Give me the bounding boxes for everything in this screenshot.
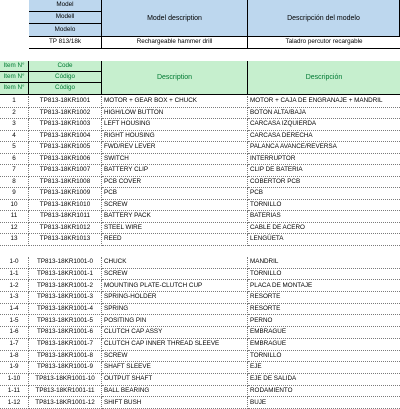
item-descripcion: EJE DE SALIDA	[248, 374, 400, 386]
item-code: TP813-18KR1001-1	[29, 269, 102, 281]
model-label-en: Model	[29, 0, 102, 12]
model-label-es: Modelo	[29, 24, 102, 37]
descripcion-header: Descripción	[248, 61, 400, 95]
item-number: 1-7	[0, 339, 29, 351]
item-number: 3	[0, 119, 29, 131]
item-description: SCREW	[102, 351, 248, 363]
item-description: OUTPUT SHAFT	[102, 374, 248, 386]
item-description: SHAFT SLEEVE	[102, 362, 248, 374]
item-descripcion: COBERTOR PCB	[248, 177, 400, 189]
item-descripcion: LENGÜETA	[248, 234, 400, 246]
item-number: 2	[0, 108, 29, 120]
item-description: SPRING-HOLDER	[102, 292, 248, 304]
item-code: TP813-18KR1011	[29, 211, 102, 223]
item-no-label-2: Item N°	[0, 72, 29, 83]
item-code: TP813-18KR1003	[29, 119, 102, 131]
item-number: 13	[0, 234, 29, 246]
item-code: TP813-18KR1001-7	[29, 339, 102, 351]
item-description: PCB	[102, 188, 248, 200]
item-code: TP813-18KR1008	[29, 177, 102, 189]
item-code: TP813-18KR1005	[29, 142, 102, 154]
modelo-descripcion-header: Descripción del modelo	[248, 0, 400, 37]
model-description-value: Rechargeable hammer drill	[102, 37, 248, 49]
item-number: 1	[0, 96, 29, 108]
item-description: SPRING	[102, 304, 248, 316]
item-number: 6	[0, 154, 29, 166]
item-description: BALL BEARING	[102, 386, 248, 398]
modelo-descripcion-value: Taladro percutor recargable	[248, 37, 400, 49]
item-code: TP813-18KR1012	[29, 223, 102, 235]
item-descripcion: PALANCA AVANCE/REVERSA	[248, 142, 400, 154]
item-descripcion: BOTON ALTA/BAJA	[248, 108, 400, 120]
code-label: Code	[29, 61, 102, 72]
item-description: HIGH/LOW BUTTON	[102, 108, 248, 120]
item-descripcion: RODAMIENTO	[248, 386, 400, 398]
item-descripcion: CARCASA IZQUIERDA	[248, 119, 400, 131]
item-number: 1-6	[0, 327, 29, 339]
item-number: 5	[0, 142, 29, 154]
item-no-label-1: Item N°	[0, 61, 29, 72]
item-descripcion: PLACA DE MONTAJE	[248, 280, 400, 292]
item-description: CLUTCH CAP INNER THREAD SLEEVE	[102, 339, 248, 351]
item-code: TP813-18KR1010	[29, 200, 102, 212]
item-description: FWD/REV LEVER	[102, 142, 248, 154]
item-description: LEFT HOUSING	[102, 119, 248, 131]
item-code: TP813-18KR1004	[29, 131, 102, 143]
item-code: TP813-18KR1001-2	[29, 280, 102, 292]
item-description: STEEL WIRE	[102, 223, 248, 235]
item-description: CLUTCH CAP ASSY	[102, 327, 248, 339]
item-description: REED	[102, 234, 248, 246]
item-descripcion: CLIP DE BATERIA	[248, 165, 400, 177]
item-number: 1-0	[0, 257, 29, 269]
item-descripcion: CARCASA DERECHA	[248, 131, 400, 143]
item-descripcion: TORNILLO	[248, 351, 400, 363]
item-number: 10	[0, 200, 29, 212]
item-description: CHUCK	[102, 257, 248, 269]
model-label-de: Modell	[29, 12, 102, 24]
item-description: SCREW	[102, 269, 248, 281]
item-description: PCB COVER	[102, 177, 248, 189]
item-code: TP813-18KR1001-8	[29, 351, 102, 363]
item-number: 1-11	[0, 386, 29, 398]
item-number: 1-2	[0, 280, 29, 292]
item-descripcion: BATERIAS	[248, 211, 400, 223]
item-number: 1-3	[0, 292, 29, 304]
item-descripcion: EMBRAGUE	[248, 339, 400, 351]
item-description: BATTERY CLIP	[102, 165, 248, 177]
item-descripcion: MANDRIL	[248, 257, 400, 269]
item-code: TP813-18KR1001-3	[29, 292, 102, 304]
item-descripcion: MOTOR + CAJA DE ENGRANAJE + MANDRIL	[248, 96, 400, 108]
item-number: 1-8	[0, 351, 29, 363]
item-code: TP813-18KR1001-0	[29, 257, 102, 269]
item-descripcion: BUJE	[248, 397, 400, 409]
item-number: 1-10	[0, 374, 29, 386]
codigo-label-2: Código	[29, 83, 102, 95]
item-descripcion: PCB	[248, 188, 400, 200]
item-code: TP813-18KR1001-4	[29, 304, 102, 316]
item-description: MOUNTING PLATE-CLUTCH CUP	[102, 280, 248, 292]
item-code: TP813-18KR1013	[29, 234, 102, 246]
item-number: 12	[0, 223, 29, 235]
codigo-label-1: Código	[29, 72, 102, 83]
item-descripcion: RESORTE	[248, 304, 400, 316]
item-number: 8	[0, 177, 29, 189]
item-description: MOTOR + GEAR BOX + CHUCK	[102, 96, 248, 108]
item-number: 1-1	[0, 269, 29, 281]
item-description: BATTERY PACK	[102, 211, 248, 223]
item-descripcion: INTERRUPTOR	[248, 154, 400, 166]
item-code: TP813-18KR1002	[29, 108, 102, 120]
item-description: SWITCH	[102, 154, 248, 166]
item-number: 7	[0, 165, 29, 177]
item-no-label-3: Item N°	[0, 83, 29, 95]
item-description: RIGHT HOUSING	[102, 131, 248, 143]
description-header: Description	[102, 61, 248, 95]
item-code: TP813-18KR1001-12	[29, 397, 102, 409]
item-number: 1-4	[0, 304, 29, 316]
item-code: TP813-18KR1001-6	[29, 327, 102, 339]
item-descripcion: TORNILLO	[248, 269, 400, 281]
model-description-header: Model description	[102, 0, 248, 37]
model-value: TP 813/18k	[29, 37, 102, 49]
item-number: 9	[0, 188, 29, 200]
item-code: TP813-18KR1001-11	[29, 386, 102, 398]
item-description: SHIFT BUSH	[102, 397, 248, 409]
item-number: 4	[0, 131, 29, 143]
item-descripcion: EJE	[248, 362, 400, 374]
item-code: TP813-18KR1009	[29, 188, 102, 200]
item-descripcion: EMBRAGUE	[248, 327, 400, 339]
item-description: SCREW	[102, 200, 248, 212]
item-descripcion: PERNO	[248, 316, 400, 328]
item-code: TP813-18KR1006	[29, 154, 102, 166]
item-code: TP813-18KR1001-10	[29, 374, 102, 386]
item-code: TP813-18KR1001-5	[29, 316, 102, 328]
item-code: TP813-18KR1001-9	[29, 362, 102, 374]
item-code: TP813-18KR1001	[29, 96, 102, 108]
item-number: 11	[0, 211, 29, 223]
item-number: 1-5	[0, 316, 29, 328]
item-descripcion: CABLE DE ACERO	[248, 223, 400, 235]
item-number: 1-12	[0, 397, 29, 409]
item-descripcion: RESORTE	[248, 292, 400, 304]
item-descripcion: TORNILLO	[248, 200, 400, 212]
item-description: POSITING PIN	[102, 316, 248, 328]
item-number: 1-9	[0, 362, 29, 374]
item-code: TP813-18KR1007	[29, 165, 102, 177]
